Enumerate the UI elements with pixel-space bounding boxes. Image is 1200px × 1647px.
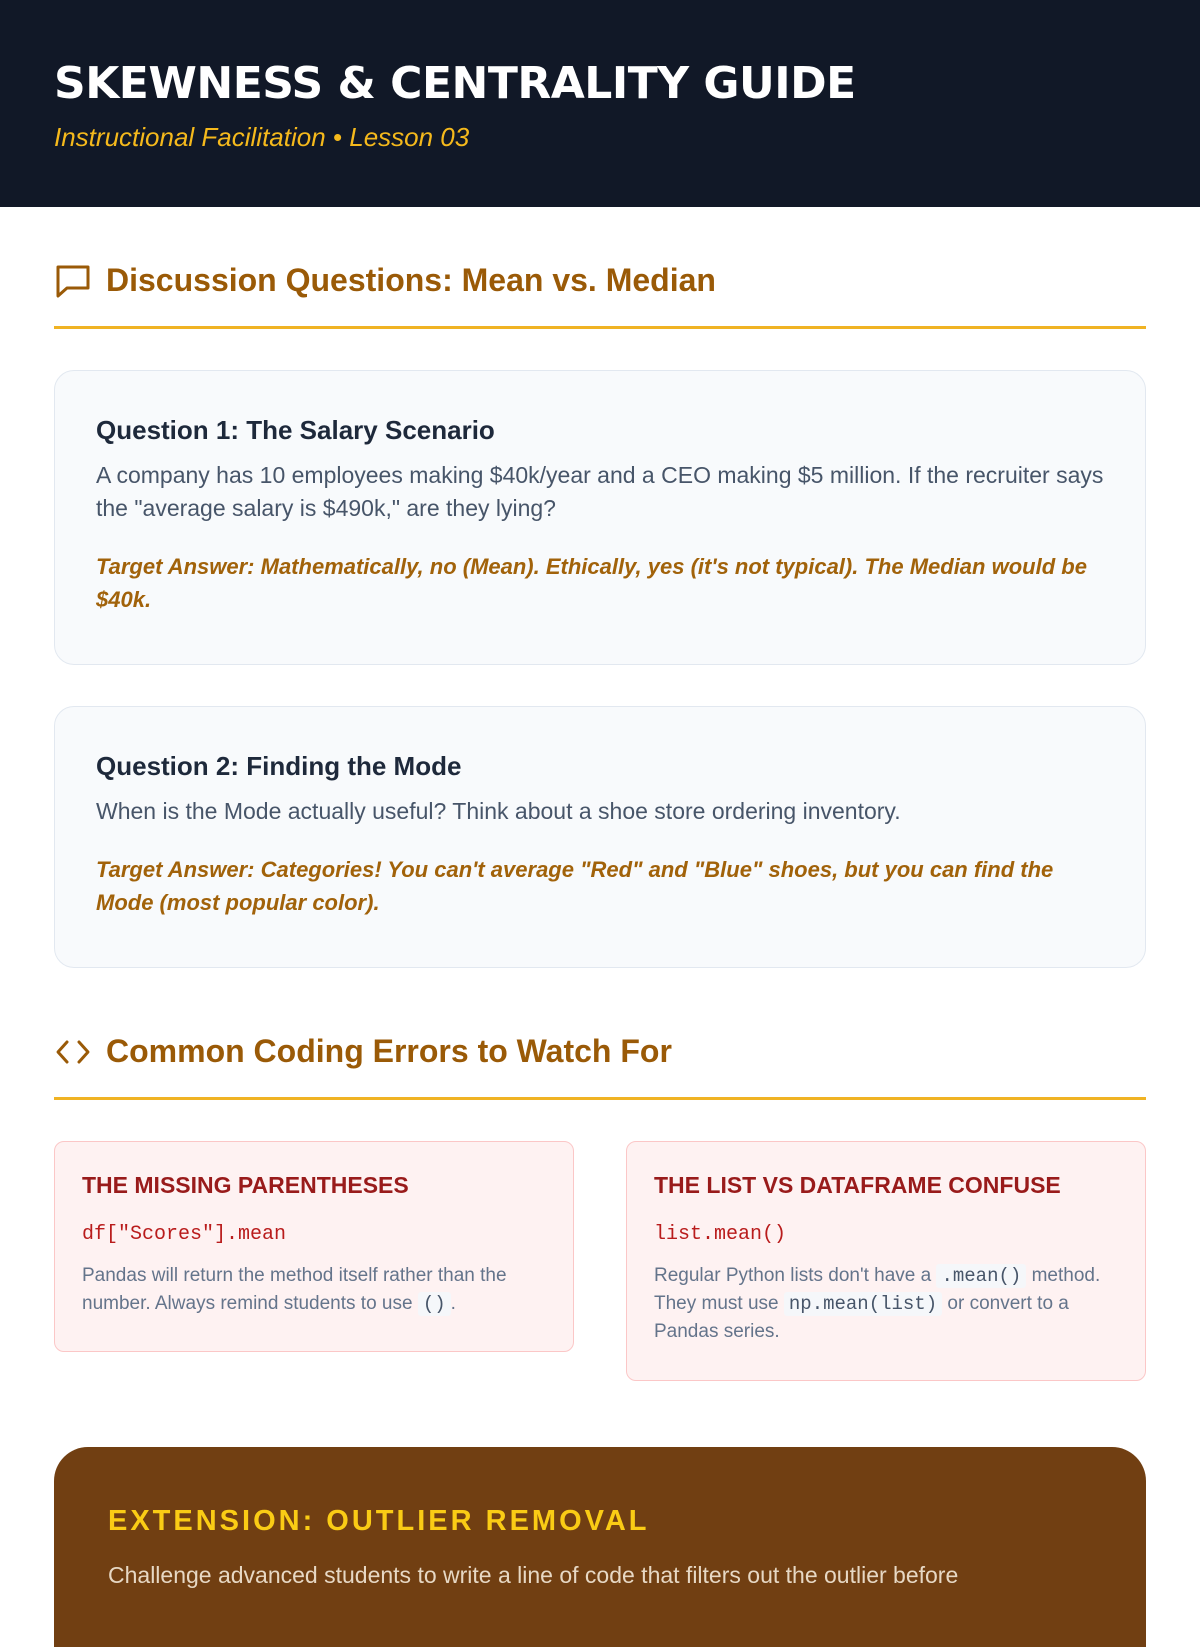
question-title: Question 2: Finding the Mode [96, 751, 462, 781]
error-title: THE MISSING PARENTHESES [82, 1172, 409, 1198]
inline-code: np.mean(list) [784, 1292, 942, 1316]
error-text: Regular Python lists don't have a [654, 1265, 932, 1286]
error-description [82, 1262, 546, 1318]
target-answer: Target Answer: Categories! You can't average "Red" and "Blue" shoes, but you can find the Mode (most popular color). [96, 857, 1054, 915]
question-card [54, 706, 1146, 968]
error-title: THE LIST VS DATAFRAME CONFUSE [654, 1172, 1061, 1198]
error-text: method. They must use [654, 1265, 1101, 1314]
section-title-errors: Common Coding Errors to Watch For [106, 1033, 672, 1069]
extension-text: Challenge advanced students to write a line of code that filters out the outlier before [108, 1562, 959, 1588]
error-card [54, 1141, 574, 1352]
extension-title: EXTENSION: OUTLIER REMOVAL [108, 1505, 650, 1537]
error-text: Pandas will return the method itself rather than the number. Always remind students to use [82, 1265, 507, 1314]
error-text: . [450, 1293, 456, 1314]
section-heading-discussion [54, 249, 1146, 329]
inline-code: .mean() [936, 1264, 1026, 1288]
error-description [654, 1262, 1118, 1346]
question-body: A company has 10 employees making $40k/year and a CEO making $5 million. If the recruiter says the "average salary is $490k," are they lying? [96, 462, 1104, 521]
main-content [0, 249, 1200, 1647]
error-card [626, 1141, 1146, 1381]
page-title: SKEWNESS & CENTRALITY GUIDE [54, 58, 856, 109]
error-text: or convert to a Pandas series. [654, 1293, 1069, 1342]
target-answer: Target Answer: Mathematically, no (Mean). Ethically, yes (it's not typical). The Median would be $40k. [96, 554, 1087, 612]
inline-code: () [418, 1292, 451, 1316]
extension-card [54, 1447, 1146, 1647]
section-heading-errors [54, 1020, 1146, 1100]
page-subtitle: Instructional Facilitation • Lesson 03 [54, 122, 470, 152]
speech-bubble-icon [54, 262, 92, 300]
page-header [0, 0, 1200, 207]
code-brackets-icon [54, 1033, 92, 1071]
question-card [54, 370, 1146, 665]
error-cards-row [54, 1141, 1146, 1381]
error-code: df["Scores"].mean [82, 1223, 287, 1246]
question-body: When is the Mode actually useful? Think about a shoe store ordering inventory. [96, 798, 901, 824]
section-title-discussion: Discussion Questions: Mean vs. Median [106, 262, 716, 298]
error-code: list.mean() [654, 1223, 787, 1246]
question-title: Question 1: The Salary Scenario [96, 415, 495, 445]
